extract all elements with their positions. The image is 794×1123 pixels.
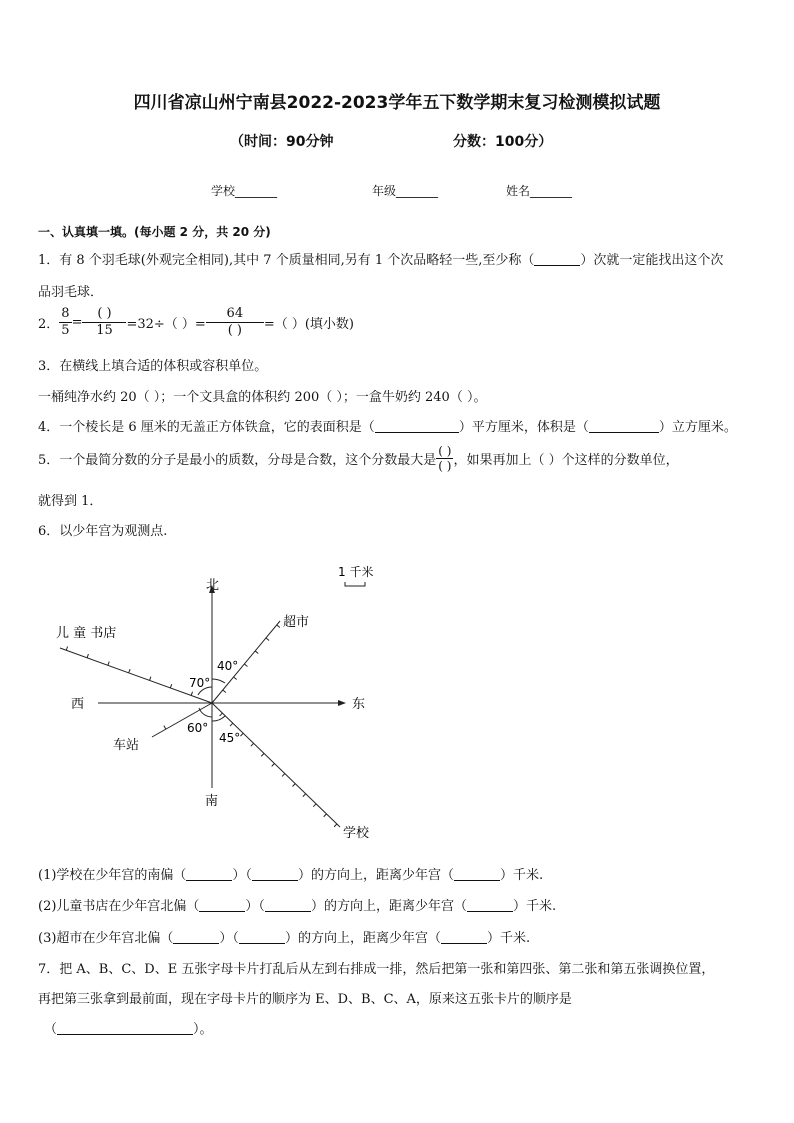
q7-close: ）。: [193, 1022, 213, 1037]
ray-supermarket-tick: [255, 651, 258, 654]
answer-blank: [57, 1022, 193, 1035]
q6-p1-text: (1)学校在少年宫的南偏（: [38, 868, 187, 883]
q2-tail: =（ ）(填小数): [263, 317, 354, 332]
ray-school-tick: [303, 794, 306, 797]
answer-blank: [589, 420, 659, 433]
ray-school-tick: [272, 763, 275, 766]
ray-school-tick: [230, 723, 233, 726]
q4-text-b: ）平方厘米，体积是（: [458, 420, 589, 435]
ray-supermarket-tick: [277, 625, 280, 628]
label-west: 西: [71, 697, 85, 712]
ray-supermarket-tick: [244, 664, 247, 667]
q6-p3-text: (3)超市在少年宫北偏（: [38, 931, 174, 946]
q1-text-c: 品羽毛球．: [38, 285, 104, 300]
section-heading: 一、认真填一填。(每小题 2 分，共 20 分): [38, 225, 271, 239]
label-angle-45: 45°: [219, 731, 241, 745]
q6-p1-text: ）（: [232, 868, 252, 883]
ray-bookstore-tick: [191, 692, 192, 696]
answer-blank: [454, 868, 500, 881]
q6-p2-text: ）千米.: [512, 899, 557, 914]
q6-part-3: [38, 927, 530, 946]
answer-blank: [265, 899, 311, 912]
q6-part-2: [38, 895, 556, 914]
label-supermarket: 超市: [283, 615, 310, 630]
ray-bookstore-tick: [170, 684, 171, 688]
name-field: 姓名_______: [506, 184, 573, 198]
answer-blank: [375, 420, 459, 433]
q7-text-b: 再把第三张拿到最前面，现在字母卡片的顺序为 E、D、B、C、A，原来这五张卡片的顺序是: [38, 992, 572, 1007]
fraction-blank-15: [82, 306, 126, 339]
ray-school-tick: [324, 814, 327, 817]
q1-text-a: 1．有 8 个羽毛球(外观完全相同),其中 7 个质量相同,另有 1 个次品略轻一些,至少称（: [38, 253, 535, 268]
label-school: 学校: [343, 826, 370, 841]
question-2: [38, 306, 354, 339]
q2-f2-numerator: ( ): [82, 306, 126, 323]
ray-bookstore-tick: [108, 662, 109, 666]
ray-school-tick: [292, 784, 295, 787]
ray-school-tick: [261, 753, 264, 756]
q2-f1-numerator: 8: [61, 306, 70, 321]
angle-arc-45: [212, 716, 225, 721]
q6-p3-text: ）（: [219, 931, 239, 946]
q6-p2-text: ）（: [245, 899, 265, 914]
ray-school: [212, 703, 340, 827]
label-bookstore: 儿 童 书店: [56, 626, 117, 641]
q5-denominator: ( ): [438, 459, 452, 473]
ray-supermarket-tick: [234, 677, 237, 680]
q5-text-b: ，如果再加上（ ）个这样的分数单位，: [453, 453, 679, 468]
angle-arc-40: [212, 679, 225, 683]
ray-bookstore-tick: [150, 677, 151, 681]
q1-text-b: ）次就一定能找出这个次: [580, 253, 724, 268]
direction-diagram: [0, 555, 420, 850]
q2-f1-denominator: 5: [61, 323, 70, 338]
label-south: 南: [205, 794, 219, 809]
q7-text-a: 7．把 A、B、C、D、E 五张字母卡片打乱后从左到右排成一排，然后把第一张和第四张、第二张和第五张调换位置，: [38, 962, 715, 977]
answer-blank: [252, 868, 298, 881]
answer-blank: [441, 931, 487, 944]
ray-school-tick: [313, 804, 316, 807]
label-angle-60: 60°: [187, 721, 209, 735]
exam-time: （时间：90分钟: [230, 134, 334, 150]
school-field: 学校_______: [211, 184, 278, 198]
q5-numerator: ( ): [438, 444, 452, 458]
question-5: [38, 444, 679, 473]
q5-fraction: [436, 444, 453, 473]
q6-p1-text: ）千米.: [499, 868, 544, 883]
answer-blank: [186, 868, 232, 881]
q7-answer: [44, 1018, 213, 1037]
q2-mid: =32÷（ ）=: [126, 317, 206, 332]
fraction-8-5: [59, 306, 71, 339]
q3-text-a: 3．在横线上填合适的体积或容积单位。: [38, 359, 268, 374]
answer-blank: [239, 931, 285, 944]
q6-text-a: 6．以少年宫为观测点.: [38, 524, 168, 539]
q6-p3-text: ）千米.: [486, 931, 531, 946]
label-east: 东: [352, 697, 366, 712]
fraction-64-blank: [206, 306, 264, 339]
east-arrow-icon: [338, 700, 346, 706]
ray-school-tick: [282, 774, 285, 777]
q2-f2-denominator: 15: [96, 323, 113, 338]
label-north: 北: [206, 578, 220, 593]
scale-label: 1 千米: [338, 565, 374, 579]
answer-blank: [173, 931, 219, 944]
scale-bar: [345, 582, 365, 586]
ray-school-tick: [334, 824, 337, 827]
q5-text-a: 5．一个最简分数的分子是最小的质数，分母是合数，这个分数最大是: [38, 453, 437, 468]
q5-text-c: 就得到 1．: [38, 494, 103, 509]
grade-field: 年级_______: [372, 184, 439, 198]
answer-blank: [534, 253, 580, 266]
q6-p2-text: ）的方向上，距离少年宫（: [310, 899, 467, 914]
q2-eq: =: [71, 315, 83, 330]
ray-school-tick: [240, 733, 243, 736]
q4-text-c: ）立方厘米。: [658, 420, 737, 435]
q2-num: 2．: [38, 317, 60, 332]
ray-school-tick: [220, 713, 223, 716]
q2-f3-denominator: ( ): [227, 323, 242, 338]
answer-blank: [199, 899, 245, 912]
question-1: [38, 249, 723, 268]
label-angle-40: 40°: [217, 659, 239, 673]
question-4: [38, 416, 737, 435]
q6-part-1: [38, 864, 543, 883]
ray-bookstore-tick: [66, 646, 67, 650]
q6-p1-text: ）的方向上，距离少年宫（: [297, 868, 454, 883]
ray-bookstore-tick: [129, 669, 130, 673]
ray-supermarket-tick: [266, 638, 269, 641]
q7-open: （: [44, 1022, 58, 1037]
ray-supermarket-tick: [223, 690, 226, 693]
q6-p3-text: ）的方向上，距离少年宫（: [284, 931, 441, 946]
ray-bookstore-tick: [87, 654, 88, 658]
label-angle-70: 70°: [189, 676, 211, 690]
ray-station-tick: [164, 726, 166, 729]
label-station: 车站: [113, 738, 140, 753]
page-title: 四川省凉山州宁南县2022-2023学年五下数学期末复习检测模拟试题: [133, 93, 661, 113]
q6-p2-text: (2)儿童书店在少年宫北偏（: [38, 899, 200, 914]
exam-score: 分数：100分）: [453, 134, 553, 150]
answer-blank: [467, 899, 513, 912]
q4-text-a: 4．一个棱长是 6 厘米的无盖正方体铁盒，它的表面积是（: [38, 420, 375, 435]
q3-text-b: 一桶纯净水约 20（ ）；一个文具盒的体积约 200（ ）；一盒牛奶约 240（ ）。: [38, 390, 487, 405]
ray-school-tick: [251, 743, 254, 746]
q2-f3-numerator: 64: [206, 306, 264, 323]
